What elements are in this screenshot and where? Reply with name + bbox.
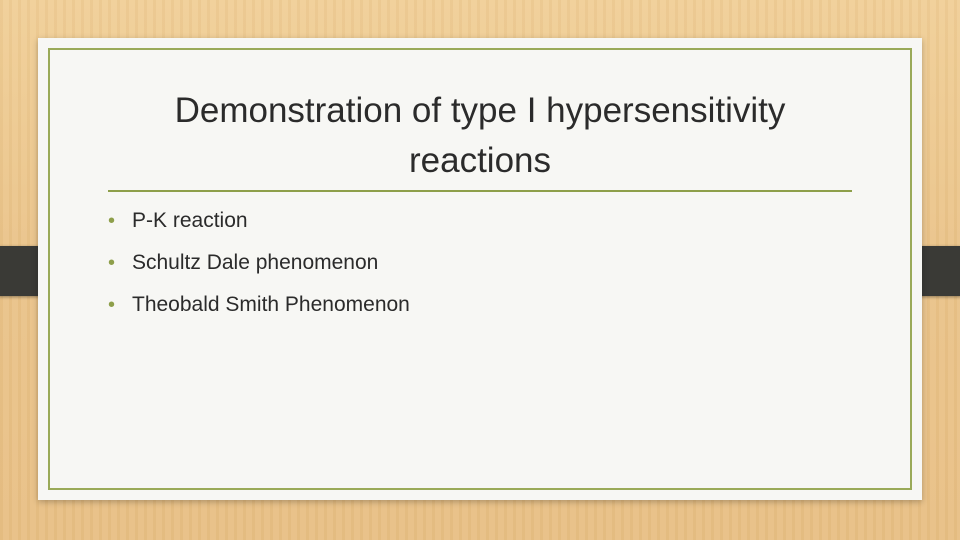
bullet-item <box>108 200 410 242</box>
bullet-icon: • <box>108 294 116 316</box>
bullet-item <box>108 242 410 284</box>
slide-card <box>38 38 922 500</box>
bullet-icon: • <box>108 252 116 274</box>
bullet-list <box>108 200 410 326</box>
title-divider <box>108 190 852 192</box>
bullet-text: Theobald Smith Phenomenon <box>132 293 410 316</box>
bullet-text: P-K reaction <box>132 209 248 232</box>
bullet-text: Schultz Dale phenomenon <box>132 251 379 274</box>
slide-title: Demonstration of type I hypersensitivity reactions <box>174 91 786 180</box>
bullet-item <box>108 284 410 326</box>
bullet-icon: • <box>108 210 116 232</box>
